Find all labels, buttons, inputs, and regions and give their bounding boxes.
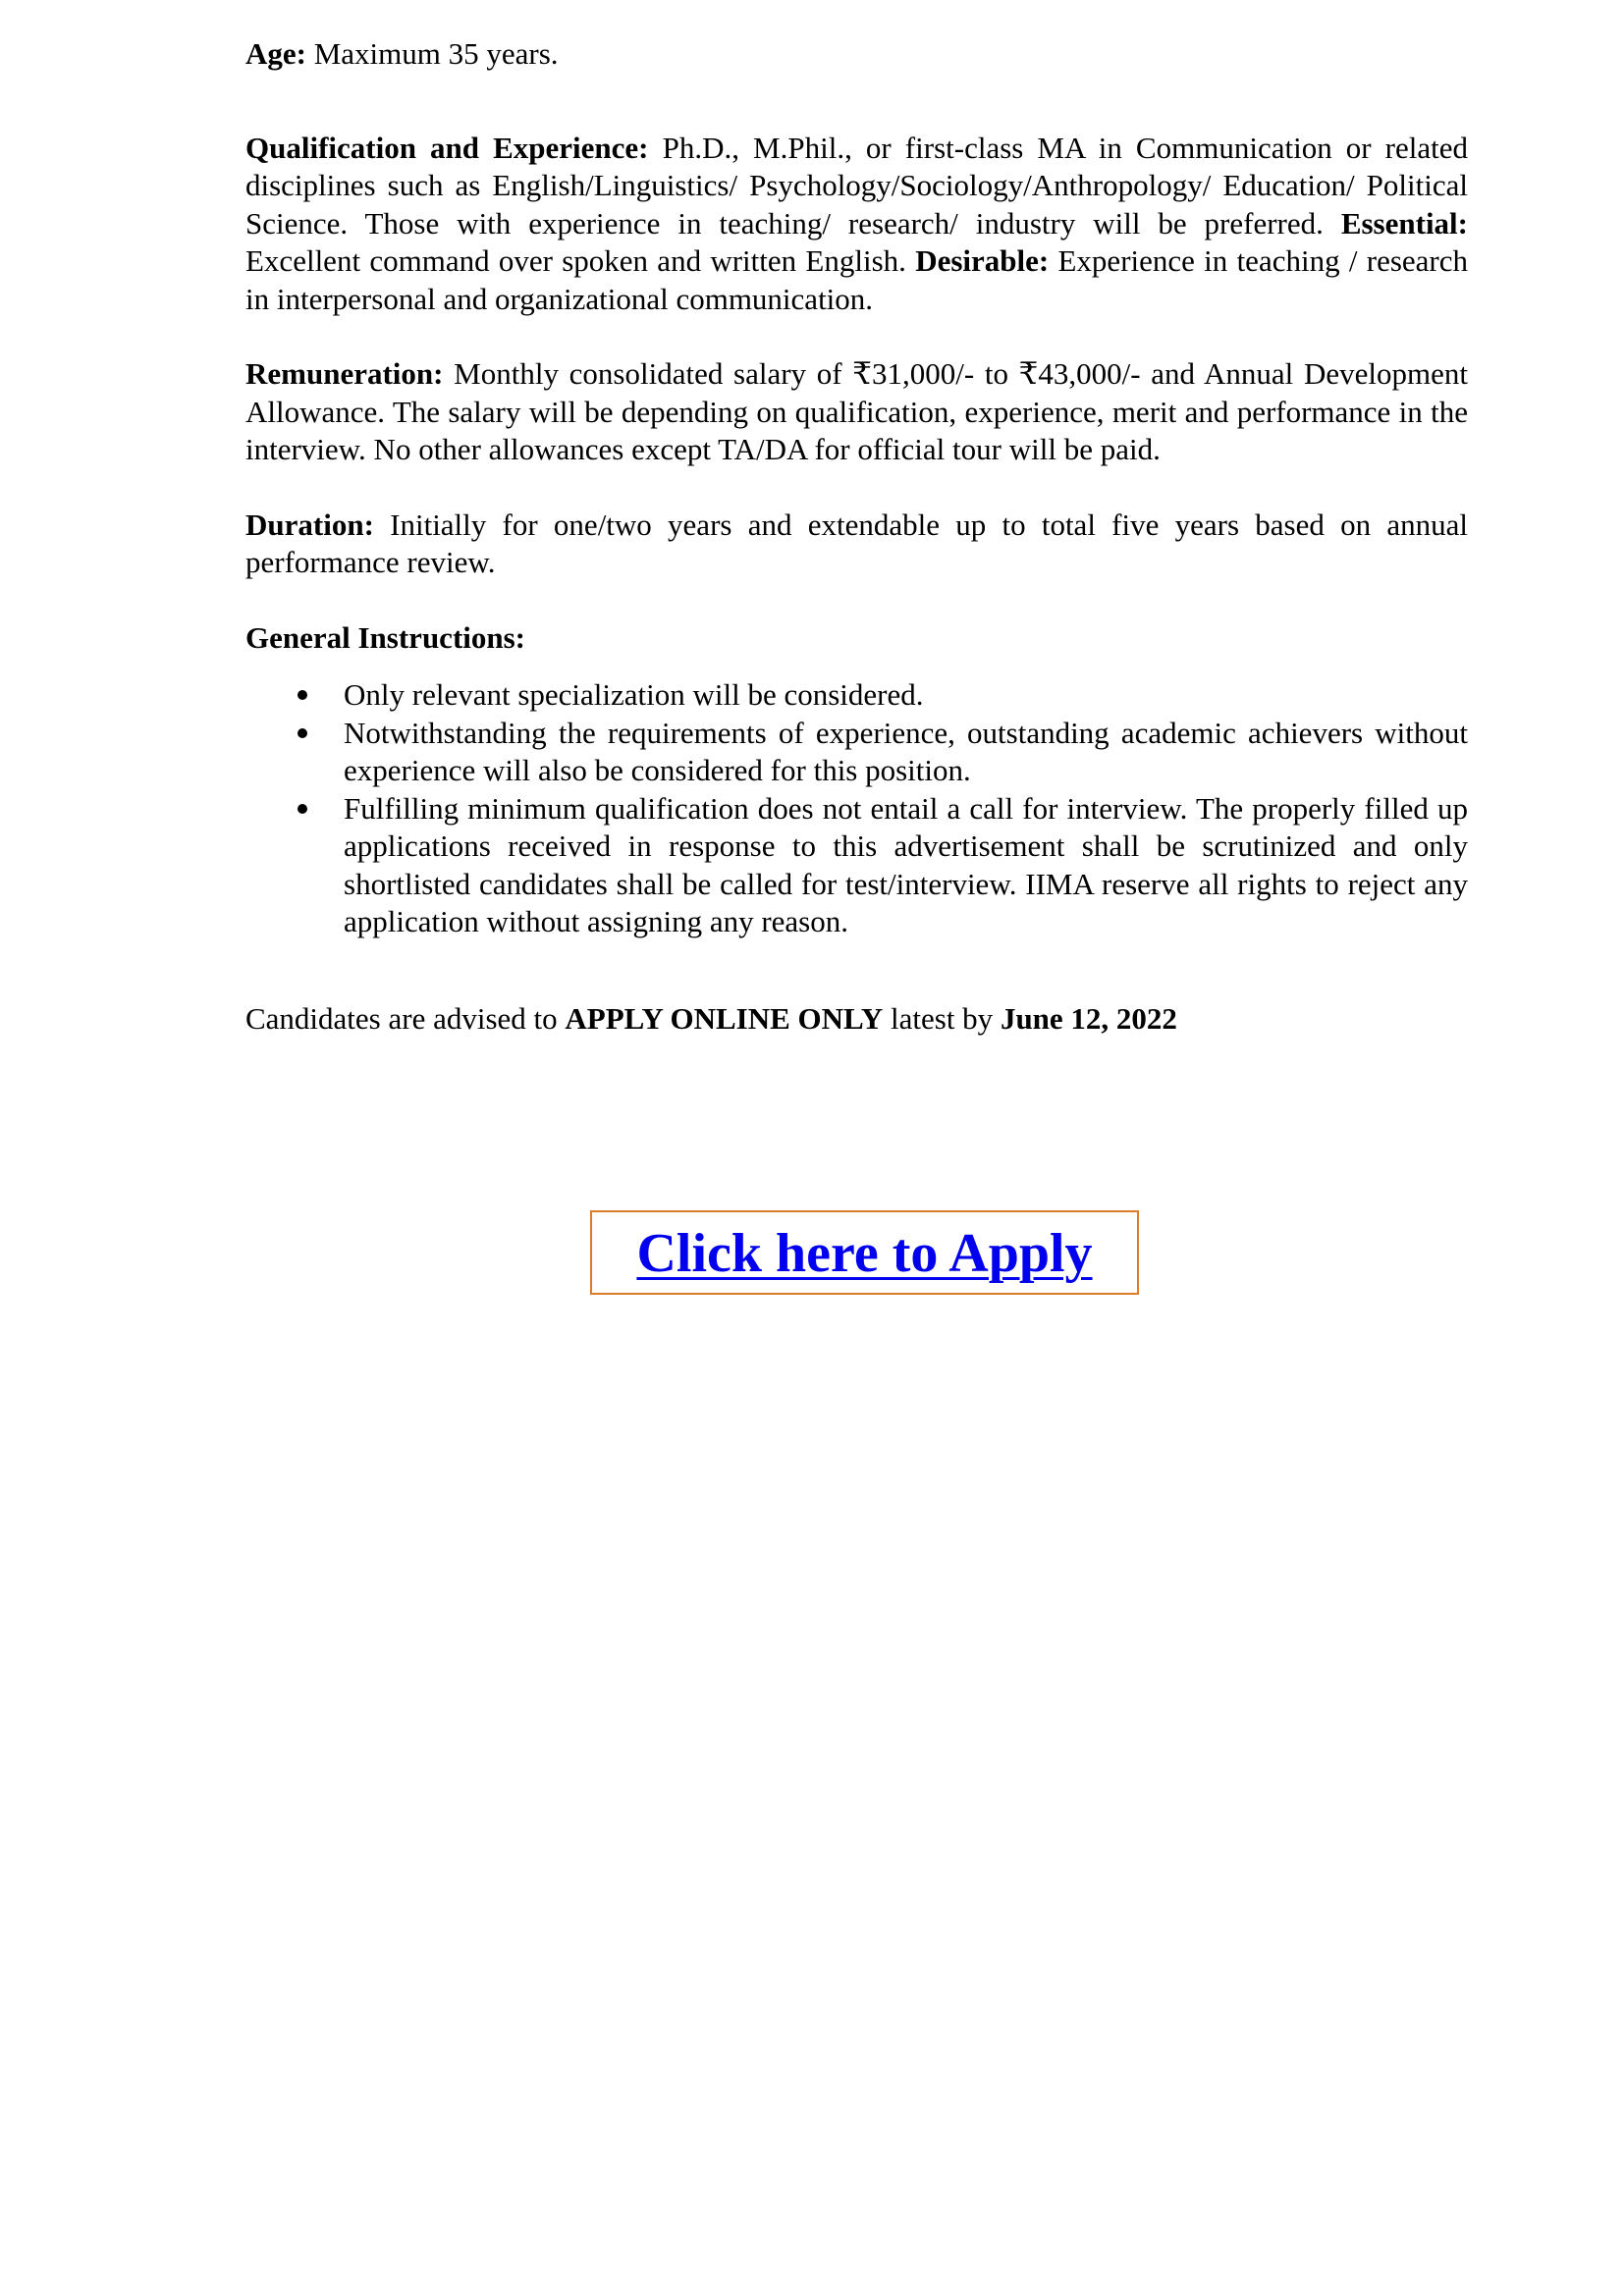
apply-link[interactable]: Click here to Apply <box>636 1223 1093 1284</box>
list-item <box>245 715 1468 790</box>
general-instructions-list <box>245 676 1468 941</box>
remuneration-label: Remuneration: <box>245 356 444 391</box>
document-body <box>245 35 1468 1038</box>
qualification-paragraph <box>245 130 1468 319</box>
essential-label: Essential: <box>1340 205 1468 240</box>
bullet-icon <box>298 804 307 814</box>
essential-text: Excellent command over spoken and written English. <box>245 243 916 278</box>
qualification-text: Ph.D., M.Phil., or first-class MA in Communication or related disciplines such as English/Linguistics/ Psychology/Sociology/Anthropology/ Education/ Political Science. Those with experience in teaching/ research/ industry will be preferred. <box>245 130 1469 240</box>
remuneration-text: Monthly consolidated salary of ₹31,000/- to ₹43,000/- and Annual Development Allowance. The salary will be depending on qualification, experience, merit and performance in the interview. No other allowances except TA/DA for official tour will be paid. <box>245 356 1468 466</box>
apply-button-frame <box>590 1210 1139 1295</box>
apply-deadline: June 12, 2022 <box>1000 1000 1177 1036</box>
desirable-text: Experience in teaching / research in interpersonal and organizational communication. <box>245 243 1468 316</box>
remuneration-paragraph <box>245 355 1468 469</box>
qualification-label: Qualification and Experience: <box>245 130 649 165</box>
general-instructions-heading <box>245 619 1468 658</box>
bullet-icon <box>298 690 307 700</box>
list-item <box>245 676 1468 715</box>
duration-paragraph <box>245 507 1468 582</box>
apply-notice-middle: latest by <box>883 1000 1001 1036</box>
apply-notice-prefix: Candidates are advised to <box>245 1000 566 1036</box>
bullet-icon <box>298 728 307 738</box>
age-paragraph <box>245 35 1468 74</box>
desirable-label: Desirable: <box>915 243 1050 278</box>
age-label: Age: <box>245 36 306 71</box>
age-text: Maximum 35 years. <box>305 36 559 71</box>
general-instructions-label: General Instructions: <box>245 619 526 655</box>
list-item <box>245 790 1468 941</box>
list-item-text: Fulfilling minimum qualification does not entail a call for interview. The properly filled up applications received in response to this advertisement shall be scrutinized and only shortlisted candidates shall be called for test/interview. IIMA reserve all rights to reject any application without assigning any reason. <box>344 790 1468 938</box>
list-item-text: Notwithstanding the requirements of experience, outstanding academic achievers without experience will also be considered for this position. <box>344 715 1468 787</box>
duration-text: Initially for one/two years and extendable up to total five years based on annual performance review. <box>245 507 1468 579</box>
apply-notice-paragraph <box>245 1000 1468 1039</box>
apply-notice-emphasis: APPLY ONLINE ONLY <box>565 1000 884 1036</box>
duration-label: Duration: <box>245 507 374 542</box>
list-item-text: Only relevant specialization will be considered. <box>344 677 924 712</box>
